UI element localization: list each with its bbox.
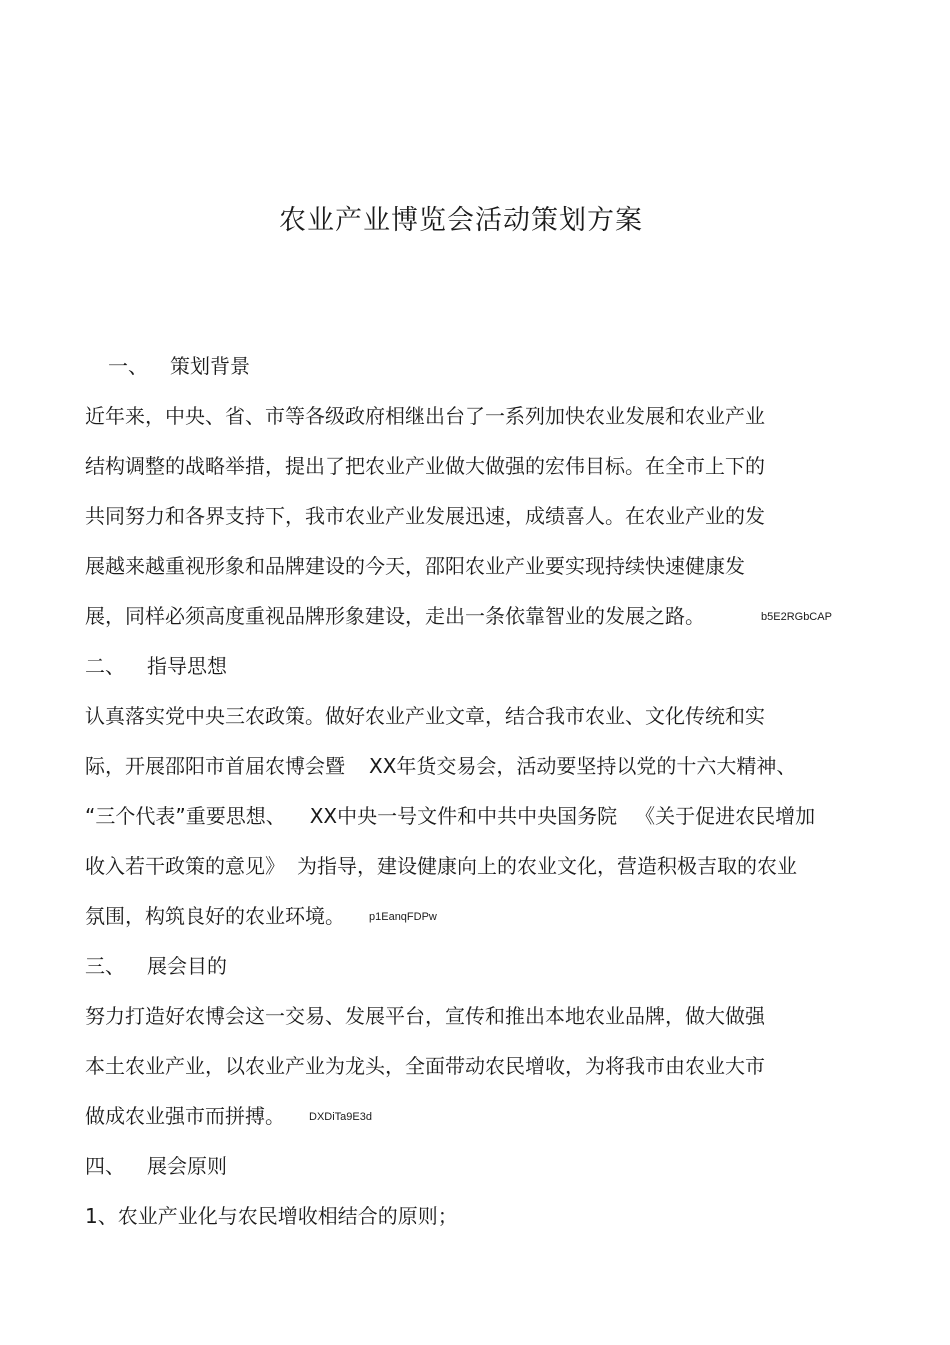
section-title: 展会目的 bbox=[147, 954, 227, 978]
paragraph-text: 展，同样必须高度重视品牌形象建设，走出一条依靠智业的发展之路。 bbox=[85, 604, 705, 628]
paragraph-text: 氛围，构筑良好的农业环境。 bbox=[85, 904, 345, 928]
section-heading-4 bbox=[85, 1152, 227, 1180]
section-title: 展会原则 bbox=[147, 1154, 227, 1178]
paragraph-line: 共同努力和各界支持下，我市农业产业发展迅速，成绩喜人。在农业产业的发 bbox=[85, 504, 765, 528]
paragraph-line bbox=[85, 852, 797, 880]
paragraph-text: “三个代表”重要思想、 bbox=[85, 804, 286, 828]
paragraph-text: 收入若干政策的意见》 bbox=[85, 854, 285, 878]
section-heading-3 bbox=[85, 952, 227, 980]
paragraph-line bbox=[85, 752, 796, 780]
section-heading-2 bbox=[85, 652, 227, 680]
section-number: 二、 bbox=[85, 654, 125, 678]
paragraph-text: 为指导，建设健康向上的农业文化，营造积极吉取的农业 bbox=[297, 854, 797, 878]
paragraph-line-with-tag bbox=[85, 902, 437, 932]
document-title: 农业产业博览会活动策划方案 bbox=[279, 205, 643, 236]
section-heading-1 bbox=[108, 352, 250, 380]
paragraph-line: 结构调整的战略举措，提出了把农业产业做大做强的宏伟目标。在全市上下的 bbox=[85, 454, 765, 478]
paragraph-line: 认真落实党中央三农政策。做好农业产业文章，结合我市农业、文化传统和实 bbox=[85, 704, 765, 728]
paragraph-line-with-tag bbox=[85, 1102, 372, 1132]
section-number: 一、 bbox=[108, 354, 148, 378]
section-number: 四、 bbox=[85, 1154, 125, 1178]
paragraph-line: 努力打造好农博会这一交易、发展平台，宣传和推出本地农业品牌，做大做强 bbox=[85, 1004, 765, 1028]
paragraph-line: 1、农业产业化与农民增收相结合的原则； bbox=[85, 1204, 458, 1228]
paragraph-line: 近年来，中央、省、市等各级政府相继出台了一系列加快农业发展和农业产业 bbox=[85, 404, 765, 428]
paragraph-text: XX中央一号文件和中共中央国务院 bbox=[309, 804, 618, 828]
paragraph-line: 本土农业产业，以农业产业为龙头，全面带动农民增收，为将我市由农业大市 bbox=[85, 1054, 765, 1078]
paragraph-line: 展越来越重视形象和品牌建设的今天，邵阳农业产业要实现持续快速健康发 bbox=[85, 554, 745, 578]
document-code-tag: DXDiTa9E3d bbox=[309, 1110, 372, 1123]
paragraph-text: XX年货交易会，活动要坚持以党的十六大精神、 bbox=[369, 754, 797, 778]
section-title: 指导思想 bbox=[147, 654, 227, 678]
paragraph-text: 做成农业强市而拼搏。 bbox=[85, 1104, 285, 1128]
document-code-tag: b5E2RGbCAP bbox=[761, 610, 832, 623]
section-title: 策划背景 bbox=[170, 354, 250, 378]
paragraph-text: 际，开展邵阳市首届农博会暨 bbox=[85, 754, 345, 778]
section-number: 三、 bbox=[85, 954, 125, 978]
document-code-tag: p1EanqFDPw bbox=[369, 910, 437, 923]
paragraph-text: 《关于促进农民增加 bbox=[635, 804, 816, 828]
paragraph-line-with-tag bbox=[85, 602, 832, 632]
paragraph-line bbox=[85, 802, 815, 830]
